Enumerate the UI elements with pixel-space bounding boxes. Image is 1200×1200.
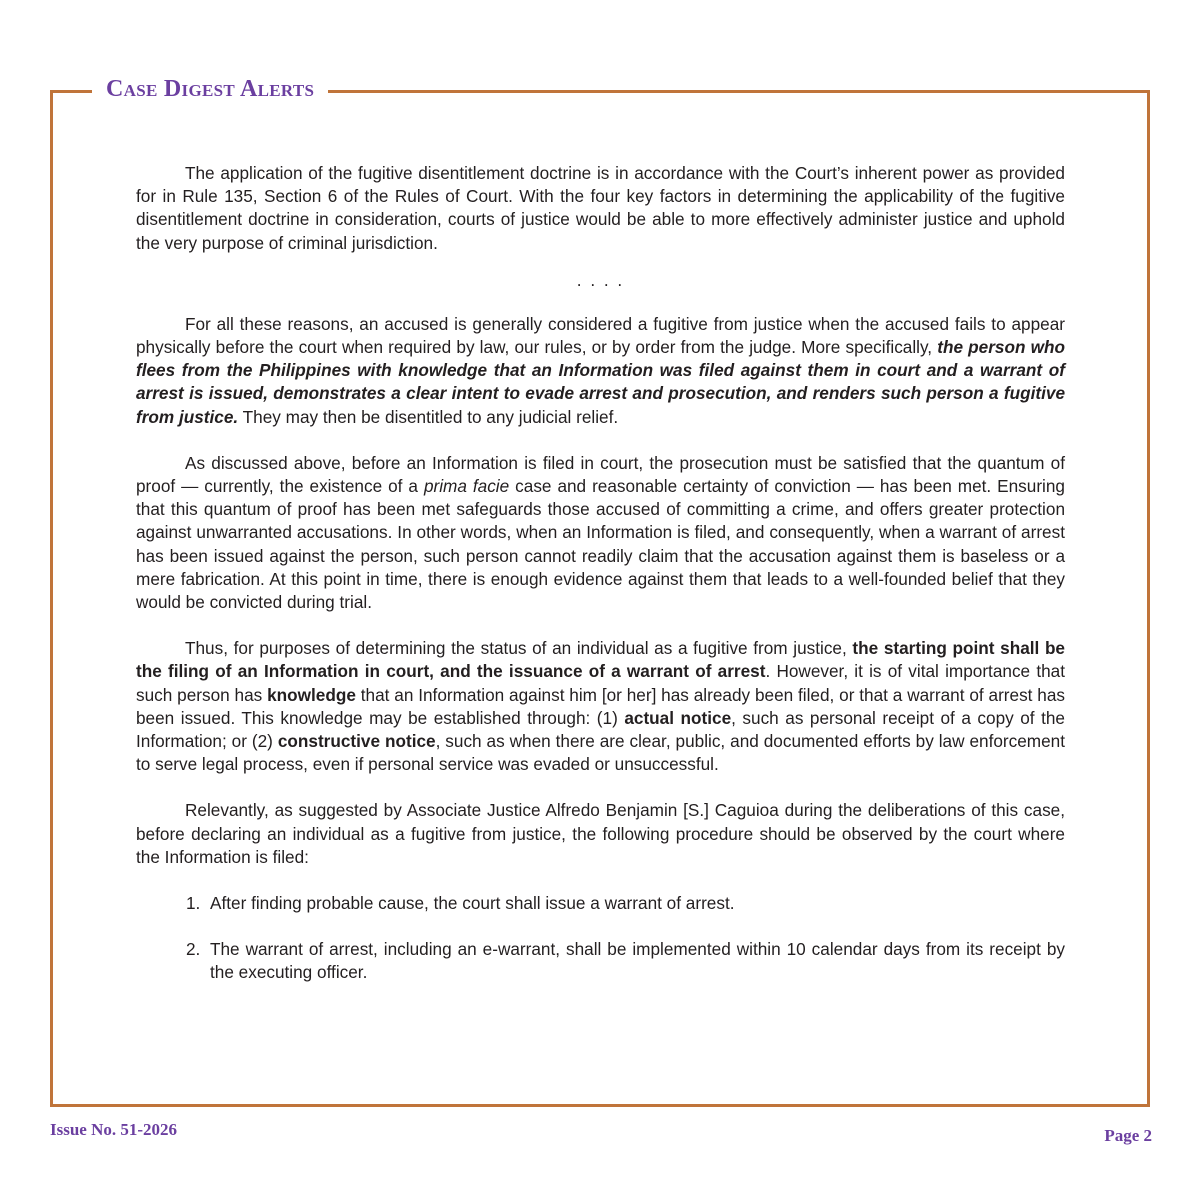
paragraph-2: For all these reasons, an accused is generally considered a fugitive from justice when the accused fails to appear physically before the court when required by law, our rules, or by order from the judge. More specifically, the person who flees from the Philippines with knowledge that an Information was filed against them in court and a warrant of arrest is issued, demonstrates a clear intent to evade arrest and prosecution, and renders such person a fugitive from justice. They may then be disentitled to any judicial relief. — [136, 313, 1065, 427]
italic-term: prima facie — [423, 476, 510, 497]
bold-phrase: the starting point shall be the filing of an Information in court, and the issuance of a warrant of arrest — [136, 638, 1065, 682]
bold-actual-notice: actual notice — [624, 707, 732, 728]
document-body — [136, 162, 1065, 985]
bold-constructive-notice: constructive notice — [277, 731, 436, 752]
paragraph-4: Thus, for purposes of determining the status of an individual as a fugitive from justice, the starting point shall be the filing of an Information in court, and the issuance of a warrant of arrest. However, it is of vital importance that such person has knowledge that an Information against him [or her] has already been filed, or that a warrant of arrest has been issued. This knowledge may be established through: (1) actual notice, such as personal receipt of a copy of the Information; or (2) constructive notice, such as when there are clear, public, and documented efforts by law enforcement to serve legal process, even if personal service was evaded or unsuccessful. — [136, 638, 1065, 775]
bold-knowledge: knowledge — [267, 684, 356, 705]
paragraph-3: As discussed above, before an Information is filed in court, the prosecution must be satisfied that the quantum of proof — currently, the existence of a prima facie case and reasonable certainty of conviction — has been met. Ensuring that this quantum of proof has been met safeguards those accused of committing a crime, and offers greater protection against unwarranted accusations. In other words, when an Information is filed, and consequently, when a warrant of arrest has been issued against the person, such person cannot readily claim that the accusation against them is baseless or a mere fabrication. At this point in time, there is enough evidence against them that leads to a well-founded belief that they would be convicted during trial. — [136, 452, 1065, 613]
procedure-list — [136, 892, 1065, 985]
page-number: Page 2 — [1104, 1126, 1152, 1145]
ellipsis-separator: . . . . — [576, 269, 625, 290]
emphasis-text: the person who flees from the Philippines with knowledge that an Information was filed against them in court and a warrant of arrest is issued, demonstrates a clear intent to evade arrest and prosecution, and renders such person a fugitive from justice. — [136, 337, 1065, 427]
paragraph-1: The application of the fugitive disentitlement doctrine is in accordance with the Court’s inherent power as provided for in Rule 135, Section 6 of the Rules of Court. With the four key factors in determining the applicability of the fugitive disentitlement doctrine in consideration, courts of justice would be able to more effectively administer justice and uphold the very purpose of criminal jurisdiction. — [136, 163, 1065, 253]
list-item: 2. The warrant of arrest, including an e-warrant, shall be implemented within 10 calendar days from its receipt by the executing officer. — [186, 939, 1065, 983]
section-title: Case Digest Alerts — [92, 74, 328, 104]
issue-number: Issue No. 51-2026 — [50, 1120, 178, 1139]
paragraph-5: Relevantly, as suggested by Associate Justice Alfredo Benjamin [S.] Caguioa during the deliberations of this case, before declaring an individual as a fugitive from justice, the following procedure should be observed by the court where the Information is filed: — [136, 800, 1065, 867]
list-item: 1. After finding probable cause, the court shall issue a warrant of arrest. — [186, 893, 735, 914]
